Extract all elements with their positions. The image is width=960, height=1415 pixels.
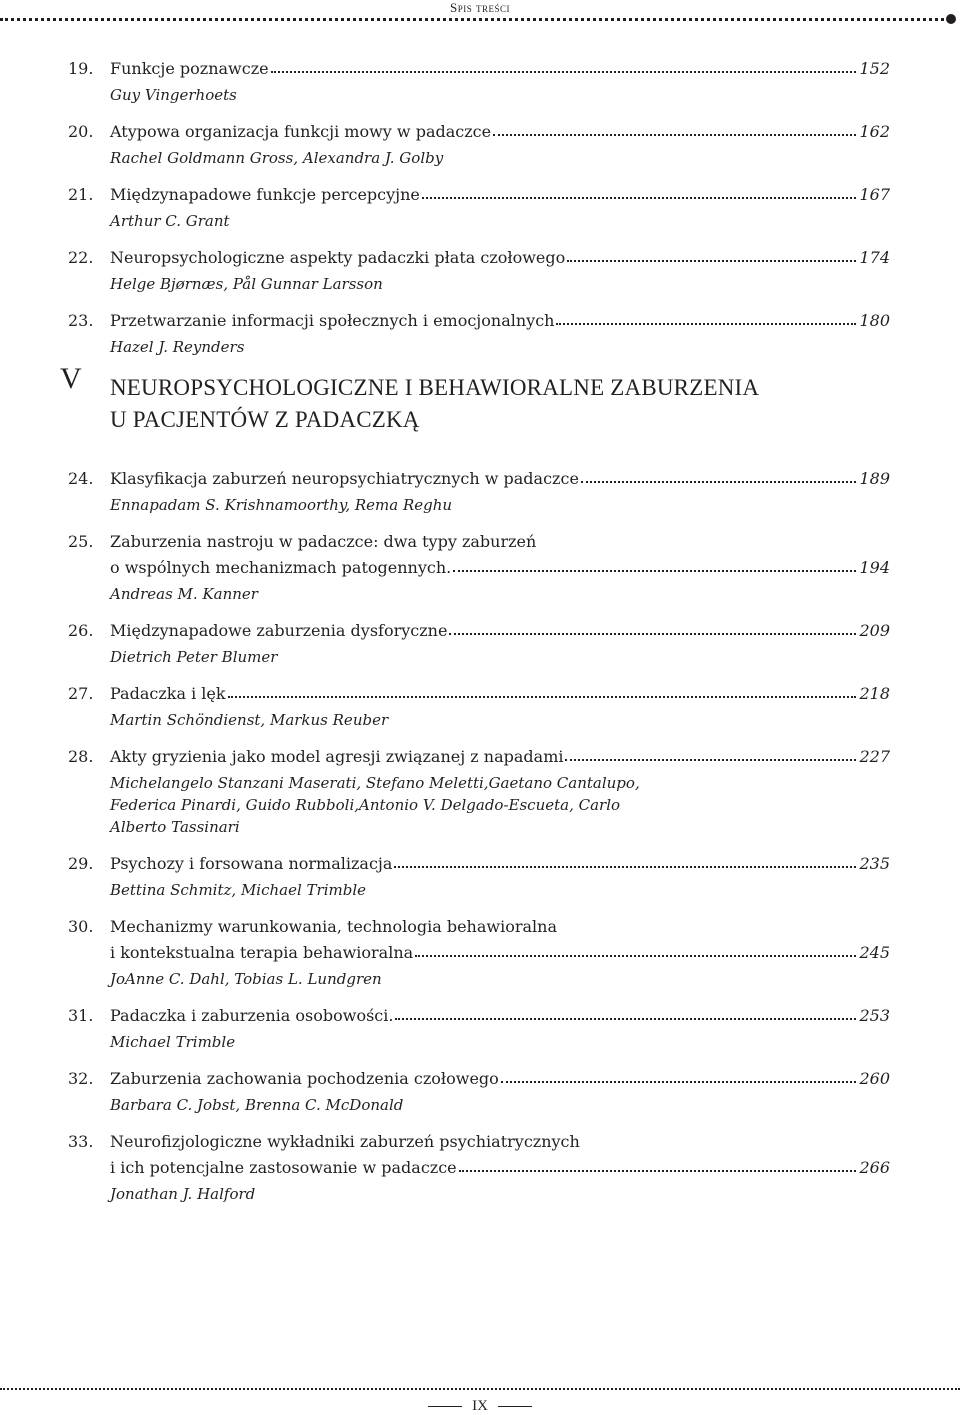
entry-page-number: 194 [859,558,890,577]
entry-number: 20. [68,122,94,141]
entry-page-number: 235 [859,854,890,873]
toc-entry [68,466,890,516]
toc-entry [68,1129,890,1205]
author-line: Alberto Tassinari [110,818,240,836]
entry-title-line: Neurofizjologiczne wykładniki zaburzeń psychiatrycznych [110,1132,580,1151]
entry-number: 23. [68,311,94,330]
entry-authors [110,646,890,668]
entry-authors [110,273,890,295]
entry-body [110,1066,890,1116]
entry-body [110,56,890,106]
entry-number: 25. [68,532,94,551]
toc-entry [68,182,890,232]
toc-entry [68,1066,890,1116]
entry-body [110,466,890,516]
dot-leader [271,56,857,73]
dot-leader [415,940,856,957]
section-title-line-1: NEUROPSYCHOLOGICZNE I BEHAWIORALNE ZABURZENIA [110,375,760,400]
author-line: Michael Trimble [110,1033,236,1051]
entry-number: 27. [68,684,94,703]
entry-body [110,744,890,838]
entry-number: 28. [68,747,94,766]
footer-dotted-rule [0,1388,960,1390]
dot-leader [493,119,856,136]
dot-leader [422,182,857,199]
entry-title-leader [110,466,890,492]
entry-title: Akty gryzienia jako model agresji związanej z napadami [110,747,564,766]
entry-page-number: 209 [859,621,890,640]
entry-authors [110,210,890,232]
entry-page-number: 174 [859,248,890,267]
entry-title-leader [110,681,890,707]
entry-title-leader [110,56,890,82]
entry-body [110,681,890,731]
entry-number: 21. [68,185,94,204]
toc-entry [68,618,890,668]
dot-leader [453,555,856,572]
entry-body [110,618,890,668]
footer [0,1398,960,1415]
section-title-line-2: U PACJENTÓW Z PADACZKĄ [110,407,420,432]
entry-title-leader [110,1066,890,1092]
entry-title-leader [110,1003,890,1029]
entry-title: Przetwarzanie informacji społecznych i emocjonalnych [110,311,555,330]
dot-leader [501,1066,857,1083]
entry-authors [110,968,890,990]
entry-page-number: 266 [859,1158,890,1177]
entry-title-leader [110,182,890,208]
author-line: Rachel Goldmann Gross, Alexandra J. Golby [110,149,444,167]
entry-page-number: 253 [859,1006,890,1025]
entry-title: i ich potencjalne zastosowanie w padaczce [110,1158,457,1177]
section-title [110,372,890,436]
entry-title: Funkcje poznawcze [110,59,269,78]
toc-entry [68,56,890,106]
entry-title: Atypowa organizacja funkcji mowy w padaczce [110,122,492,141]
dot-leader [581,466,857,483]
author-line: Andreas M. Kanner [110,585,258,603]
toc-entry [68,245,890,295]
author-line: Guy Vingerhoets [110,86,237,104]
entry-authors [110,772,890,838]
author-line: Federica Pinardi, Guido Rubboli,Antonio V. Delgado-Escueta, Carlo [110,796,621,814]
entry-title-leader [110,119,890,145]
entry-title-line: Mechanizmy warunkowania, technologia behawioralna [110,917,557,936]
entry-authors [110,879,890,901]
entry-number: 33. [68,1132,94,1151]
entry-title: Zaburzenia zachowania pochodzenia czołowego [110,1069,499,1088]
author-line: Hazel J. Reynders [110,338,245,356]
dot-leader [228,681,857,698]
entry-title-leader [110,618,890,644]
entry-body [110,851,890,901]
author-line: Michelangelo Stanzani Maserati, Stefano Meletti,Gaetano Cantalupo, [110,774,640,792]
entry-title: Klasyfikacja zaburzeń neuropsychiatrycznych w padaczce [110,469,579,488]
dot-leader [394,851,856,868]
entry-title: Padaczka i lęk [110,684,226,703]
section-number: V [60,362,82,395]
entry-authors [110,336,890,358]
toc-entry [68,744,890,838]
entry-title: Padaczka i zaburzenia osobowości. [110,1006,394,1025]
dot-leader [567,245,856,262]
header-rule-end-dot [946,14,956,24]
toc-entry [68,529,890,605]
entry-authors [110,494,890,516]
dot-leader [449,618,856,635]
entry-body [110,308,890,358]
entry-page-number: 162 [859,122,890,141]
toc-entry [68,308,890,358]
dot-leader [565,744,856,761]
section-heading [60,362,890,436]
entry-body [110,1129,890,1205]
entry-page-number: 218 [859,684,890,703]
entry-number: 31. [68,1006,94,1025]
entry-number: 19. [68,59,94,78]
entry-body [110,1003,890,1053]
toc-group-b [0,466,960,1205]
header-dotted-rule [0,18,950,21]
author-line: Helge Bjørnæs, Pål Gunnar Larsson [110,275,383,293]
entry-number: 26. [68,621,94,640]
entry-body [110,914,890,990]
entry-title: Neuropsychologiczne aspekty padaczki płata czołowego [110,248,566,267]
dot-leader [556,308,856,325]
page-number: IX [472,1398,488,1414]
entry-title-leader [110,1155,890,1181]
entry-page-number: 180 [859,311,890,330]
entry-body [110,119,890,169]
entry-title-leader [110,555,890,581]
entry-body [110,182,890,232]
entry-authors [110,1031,890,1053]
footer-dash-right [498,1406,532,1407]
running-header: Spis treści [450,0,510,15]
entry-authors [110,583,890,605]
entry-title: Psychozy i forsowana normalizacja [110,854,393,873]
entry-title: Międzynapadowe zaburzenia dysforyczne [110,621,448,640]
footer-dash-left [428,1406,462,1407]
entry-page-number: 167 [859,185,890,204]
entry-title: i kontekstualna terapia behawioralna [110,943,414,962]
entry-title: Międzynapadowe funkcje percepcyjne [110,185,420,204]
author-line: Martin Schöndienst, Markus Reuber [110,711,389,729]
author-line: JoAnne C. Dahl, Tobias L. Lundgren [110,970,382,988]
toc-entry [68,1003,890,1053]
author-line: Bettina Schmitz, Michael Trimble [110,881,367,899]
entry-number: 24. [68,469,94,488]
entry-authors [110,84,890,106]
dot-leader [395,1003,856,1020]
entry-title-leader [110,308,890,334]
toc-entry [68,681,890,731]
entry-number: 29. [68,854,94,873]
entry-title-leader [110,851,890,877]
entry-page-number: 189 [859,469,890,488]
dot-leader [459,1155,857,1172]
entry-title-leader [110,744,890,770]
entry-number: 32. [68,1069,94,1088]
author-line: Dietrich Peter Blumer [110,648,278,666]
entry-authors [110,1183,890,1205]
entry-title-leader [110,940,890,966]
author-line: Jonathan J. Halford [110,1185,256,1203]
toc-entry [68,851,890,901]
entry-page-number: 227 [859,747,890,766]
entry-page-number: 260 [859,1069,890,1088]
toc-group-a [0,56,960,358]
toc-entry [68,119,890,169]
author-line: Ennapadam S. Krishnamoorthy, Rema Reghu [110,496,453,514]
toc-entry [68,914,890,990]
author-line: Barbara C. Jobst, Brenna C. McDonald [110,1096,404,1114]
entry-number: 22. [68,248,94,267]
entry-title-leader [110,245,890,271]
table-of-contents [0,56,960,1218]
entry-authors [110,1094,890,1116]
entry-body [110,529,890,605]
entry-title-line: Zaburzenia nastroju w padaczce: dwa typy zaburzeń [110,532,537,551]
entry-authors [110,147,890,169]
entry-page-number: 245 [859,943,890,962]
author-line: Arthur C. Grant [110,212,230,230]
entry-number: 30. [68,917,94,936]
entry-title: o wspólnych mechanizmach patogennych. [110,558,452,577]
entry-body [110,245,890,295]
entry-page-number: 152 [859,59,890,78]
entry-authors [110,709,890,731]
